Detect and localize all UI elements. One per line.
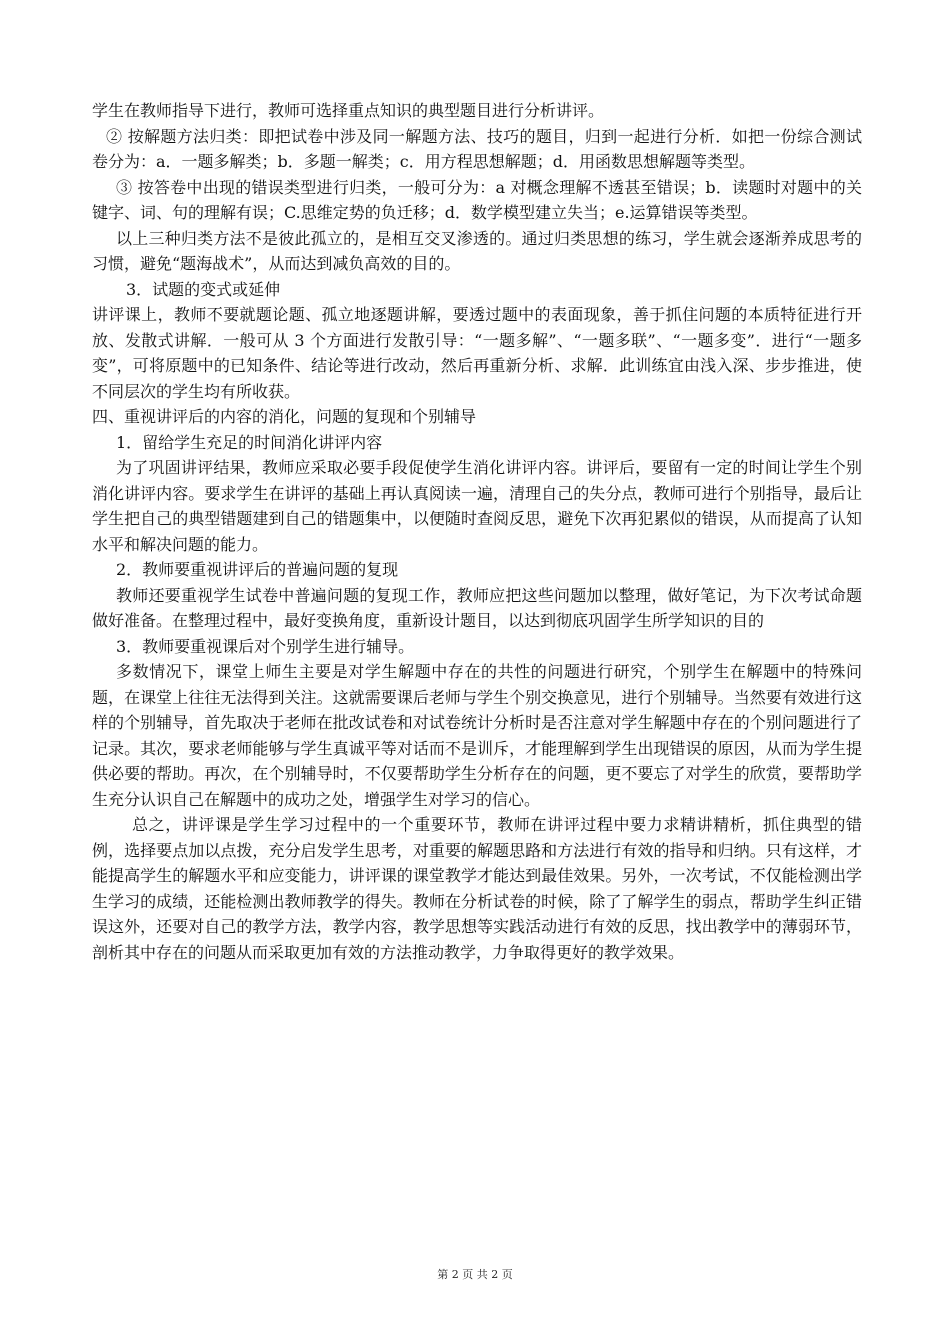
document-body (92, 98, 862, 965)
subsection-heading: 2．教师要重视讲评后的普遍问题的复现 (116, 560, 399, 579)
paragraph: 多数情况下，课堂上师生主要是对学生解题中存在的共性的问题进行研究，个别学生在解题中的特殊问题，在课堂上往往无法得到关注。这就需要课后老师与学生个别交换意见，进行个别辅导。当然要有效进行这样的个别辅导，首先取决于老师在批改试卷和对试卷统计分析时是否注意对学生解题中存在的个别问题进行了记录。其次，要求老师能够与学生真诚平等对话而不是训斥，才能理解到学生出现错误的原因，从而为学生提供必要的帮助。再次，在个别辅导时，不仅要帮助学生分析存在的问题，更不要忘了对学生的欣赏，要帮助学生充分认识自己在解题中的成功之处，增强学生对学习的信心。 (92, 662, 862, 809)
paragraph: 学生在教师指导下进行，教师可选择重点知识的典型题目进行分析讲评。 (92, 101, 605, 120)
paragraph: 为了巩固讲评结果，教师应采取必要手段促使学生消化讲评内容。讲评后，要留有一定的时间让学生个别消化讲评内容。要求学生在讲评的基础上再认真阅读一遍，清理自己的失分点，教师可进行个别指导，最后让学生把自己的典型错题建到自己的错题集中，以便随时查阅反思，避免下次再犯累似的错误，从而提高了认知水平和解决问题的能力。 (92, 458, 862, 554)
conclusion-paragraph: 总之，讲评课是学生学习过程中的一个重要环节，教师在讲评过程中要力求精讲精析，抓住典型的错例，选择要点加以点拨，充分启发学生思考，对重要的解题思路和方法进行有效的指导和归纳。只有这样，才能提高学生的解题水平和应变能力，讲评课的课堂教学才能达到最佳效果。另外，一次考试，不仅能检测出学生学习的成绩，还能检测出教师教学的得失。教师在分析试卷的时候，除了了解学生的弱点，帮助学生纠正错误这外，还要对自己的教学方法，教学内容，教学思想等实践活动进行有效的反思，找出教学中的薄弱环节，剖析其中存在的问题从而采取更加有效的方法推动教学，力争取得更好的教学效果。 (92, 815, 862, 962)
page-footer: 第 2 页 共 2 页 (437, 1268, 513, 1281)
subsection-heading: 3．教师要重视课后对个别学生进行辅导。 (116, 636, 415, 656)
paragraph: ② 按解题方法归类：即把试卷中涉及同一解题方法、技巧的题目，归到一起进行分析．如把一份综合测试卷分为：a．一题多解类；b．多题一解类；c．用方程思想解题；d．用函数思想解题等类型。 (92, 126, 862, 171)
subsection-heading: 1．留给学生充足的时间消化讲评内容 (116, 432, 383, 452)
paragraph: 讲评课上，教师不要就题论题、孤立地逐题讲解，要透过题中的表面现象，善于抓住问题的本质特征进行开放、发散式讲解．一般可从 3 个方面进行发散引导：“一题多解”、“一题多联”、“一题多变”．进行“一题多变”，可将原题中的已知条件、结论等进行改动，然后再重新分析、求解．此训练宜由浅入深、步步推进，使不同层次的学生均有所收获。 (92, 305, 862, 401)
paragraph: 以上三种归类方法不是彼此孤立的，是相互交叉渗透的。通过归类思想的练习，学生就会逐渐养成思考的习惯，避免“题海战术”，从而达到减负高效的目的。 (92, 228, 862, 273)
subsection-heading: 3．试题的变式或延伸 (126, 279, 281, 299)
paragraph: ③ 按答卷中出现的错误类型进行归类，一般可分为：a 对概念理解不透甚至错误；b．读题时对题中的关键字、词、句的理解有误；C.思维定势的负迁移；d．数学模型建立失当；e.运算错误等类型。 (92, 177, 862, 222)
paragraph: 教师还要重视学生试卷中普遍问题的复现工作，教师应把这些问题加以整理，做好笔记，为下次考试命题做好准备。在整理过程中，最好变换角度，重新设计题目，以达到彻底巩固学生所学知识的目的 (92, 585, 862, 630)
section-heading: 四、重视讲评后的内容的消化，问题的复现和个别辅导 (92, 407, 477, 426)
